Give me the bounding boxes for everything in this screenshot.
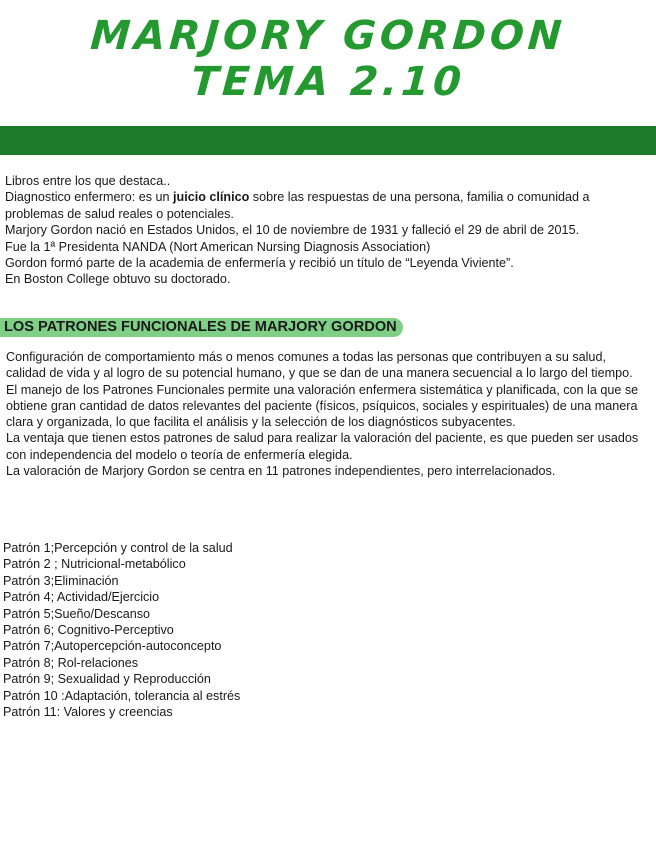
intro-definition-end: sobre las respuestas de una persona, familia o comunidad a problemas de salud reales o potenciales. xyxy=(5,190,590,221)
patterns-list xyxy=(3,540,603,720)
intro-definition-bold: juicio clínico xyxy=(173,190,250,205)
list-item: Patrón 5;Sueño/Descanso xyxy=(3,606,151,621)
intro-line: En Boston College obtuvo su doctorado. xyxy=(5,272,231,287)
intro-block xyxy=(5,173,645,288)
section-body xyxy=(6,349,648,479)
intro-definition xyxy=(5,189,645,222)
section-paragraph: Configuración de comportamiento más o menos comunes a todas las personas que contribuyen a su salud, calidad de vida y al logro de su potencial humano, y que se dan de una manera secuencial a lo largo del tiempo. xyxy=(6,350,633,381)
list-item: Patrón 7;Autopercepción-autoconcepto xyxy=(3,639,222,654)
list-item: Patrón 9; Sexualidad y Reproducción xyxy=(3,672,211,687)
list-item: Patrón 4; Actividad/Ejercicio xyxy=(3,590,160,605)
section-paragraph: El manejo de los Patrones Funcionales permite una valoración enfermera sistemática y planificada, con la que se obtiene gran cantidad de datos relevantes del paciente (físicos, psíquicos, sociales y espirituales) de una manera clara y organizada, lo que facilita el análisis y la selección de los diagnósticos subyacentes. xyxy=(6,382,639,430)
list-item: Patrón 11: Valores y creencias xyxy=(3,705,173,720)
page-subtitle: TEMA 2.10 xyxy=(189,59,467,105)
intro-line: Libros entre los que destaca.. xyxy=(5,174,171,188)
intro-line: Gordon formó parte de la academia de enfermería y recibió un título de “Leyenda Viviente”. xyxy=(5,256,514,271)
intro-line: Marjory Gordon nació en Estados Unidos, el 10 de noviembre de 1931 y falleció el 29 de abril de 2015. xyxy=(5,223,580,238)
list-item: Patrón 2 ; Nutricional-metabólico xyxy=(3,557,186,572)
header-band xyxy=(0,126,656,155)
section-paragraph: La ventaja que tienen estos patrones de salud para realizar la valoración del paciente, es que pueden ser usados con independencia del modelo o teoría de enfermería elegida. xyxy=(6,431,639,462)
intro-line: Fue la 1ª Presidenta NANDA (Nort American Nursing Diagnosis Association) xyxy=(5,239,431,254)
page-title: MARJORY GORDON xyxy=(88,13,567,59)
intro-definition-start: Diagnostico enfermero: es un xyxy=(5,190,174,205)
list-item: Patrón 10 :Adaptación, tolerancia al estrés xyxy=(3,688,241,703)
list-item: Patrón 3;Eliminación xyxy=(3,573,119,588)
list-item: Patrón 6; Cognitivo-Perceptivo xyxy=(3,623,174,638)
section-paragraph: La valoración de Marjory Gordon se centra en 11 patrones independientes, pero interrelacionados. xyxy=(6,464,556,479)
list-item: Patrón 8; Rol-relaciones xyxy=(3,655,139,670)
section-heading: LOS PATRONES FUNCIONALES DE MARJORY GORDON xyxy=(0,318,403,337)
list-item: Patrón 1;Percepción y control de la salud xyxy=(3,541,233,555)
